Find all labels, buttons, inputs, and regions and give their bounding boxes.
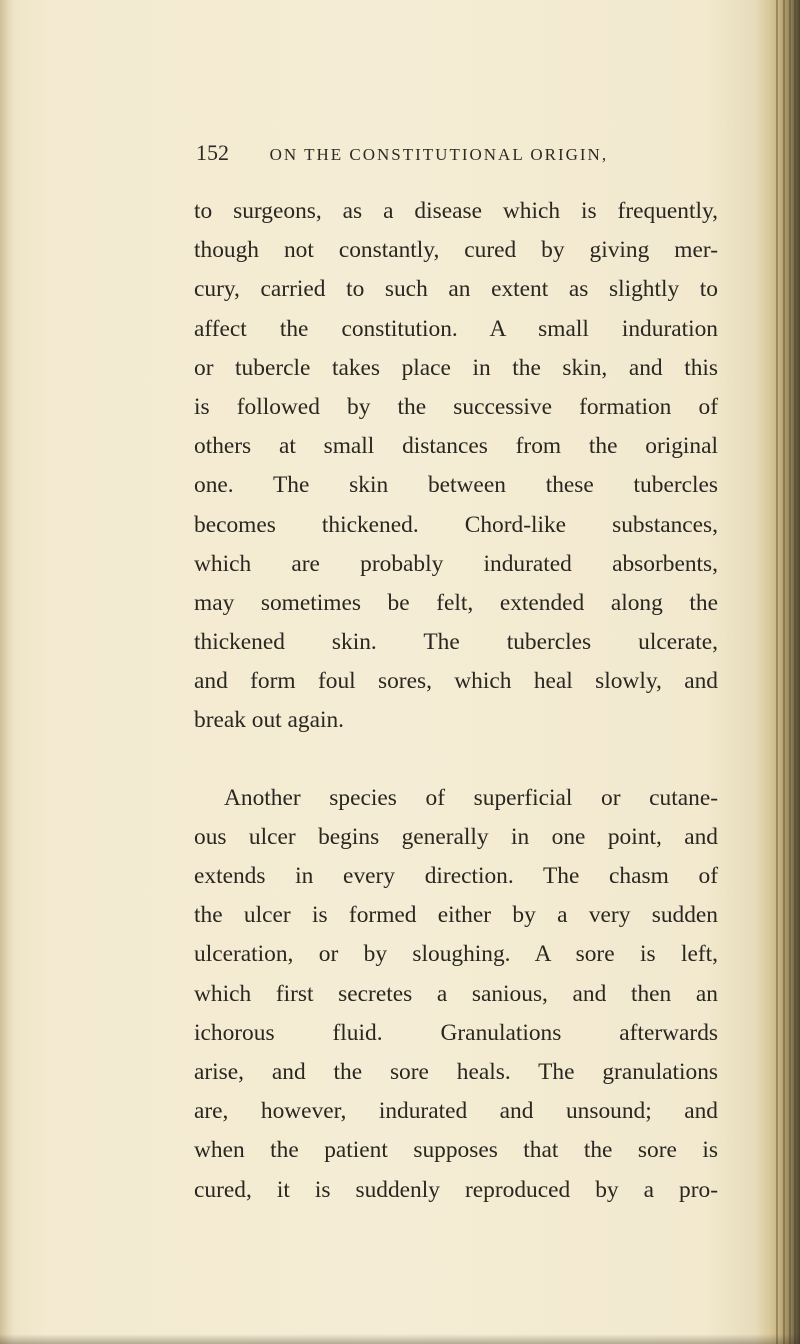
text-line: break out again. [194, 707, 345, 734]
text-line: arise, and the sore heals. The granulations [194, 1058, 718, 1085]
text-line: though not constantly, cured by giving mer- [194, 237, 718, 264]
text-line: may sometimes be felt, extended along the [194, 589, 718, 616]
text-line: Another species of superficial or cutane- [224, 784, 718, 811]
body-text [194, 192, 718, 1210]
text-line: others at small distances from the original [194, 433, 718, 460]
page-gutter-shadow [0, 0, 14, 1344]
text-line: which are probably indurated absorbents, [194, 550, 718, 577]
text-line: when the patient supposes that the sore is [194, 1137, 718, 1164]
paragraph-2 [194, 779, 718, 1210]
text-line: affect the constitution. A small induration [194, 315, 718, 342]
page-edge-binding [756, 0, 800, 1344]
text-line: are, however, indurated and unsound; and [194, 1098, 718, 1125]
paragraph-1 [194, 192, 718, 741]
page-number: 152 [196, 140, 229, 165]
text-line: becomes thickened. Chord-like substances, [194, 511, 718, 538]
text-line: cured, it is suddenly reproduced by a pro- [194, 1176, 718, 1203]
text-line: the ulcer is formed either by a very sudden [194, 902, 718, 929]
text-line: or tubercle takes place in the skin, and this [194, 354, 718, 381]
text-line: and form foul sores, which heal slowly, and [194, 668, 718, 695]
text-line: ichorous fluid. Granulations afterwards [194, 1019, 718, 1046]
running-head-title: ON THE CONSTITUTIONAL ORIGIN, [269, 145, 609, 164]
text-line: ous ulcer begins generally in one point, and [194, 823, 718, 850]
text-line: cury, carried to such an extent as slightly to [194, 276, 718, 303]
text-line: thickened skin. The tubercles ulcerate, [194, 629, 718, 656]
text-line: ulceration, or by sloughing. A sore is left, [194, 941, 718, 968]
text-line: one. The skin between these tubercles [194, 472, 718, 499]
text-line: to surgeons, as a disease which is frequently, [194, 198, 718, 224]
text-line: extends in every direction. The chasm of [194, 863, 718, 889]
text-line: which first secretes a sanious, and then an [194, 980, 718, 1007]
paragraph-gap [194, 741, 718, 779]
running-head [196, 140, 608, 166]
text-line: is followed by the successive formation of [194, 393, 718, 420]
page-bottom-shadow [0, 1334, 800, 1344]
